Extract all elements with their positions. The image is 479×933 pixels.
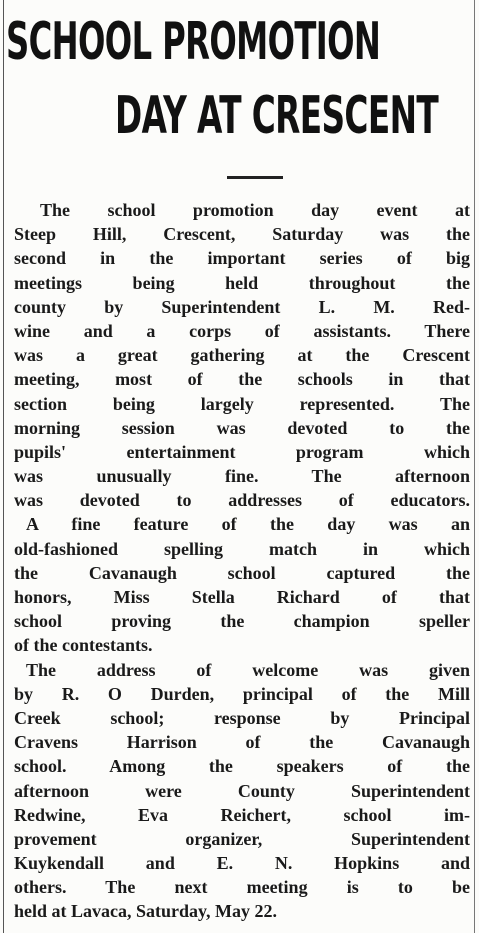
article-line: section being largely represented. The bbox=[14, 393, 470, 414]
headline-divider bbox=[227, 176, 283, 179]
article-line: pupils' entertainment program which bbox=[14, 441, 470, 462]
article-line: The address of welcome was given bbox=[26, 659, 470, 680]
article-line: the Cavanaugh school captured the bbox=[14, 562, 470, 583]
column-rule-right bbox=[474, 0, 475, 933]
article-line: provement organizer, Superintendent bbox=[14, 828, 470, 849]
article-line: morning session was devoted to the bbox=[14, 417, 470, 438]
headline-line-1: SCHOOL PROMOTION bbox=[6, 12, 381, 72]
headline-line-2: DAY AT CRESCENT bbox=[115, 86, 439, 146]
article-line: was devoted to addresses of educators. bbox=[14, 490, 470, 511]
article-line: of the contestants. bbox=[14, 635, 153, 656]
article-line: school proving the champion speller bbox=[14, 611, 470, 632]
article-line: A fine feature of the day was an bbox=[26, 514, 470, 535]
article-line: Cravens Harrison of the Cavanaugh bbox=[14, 732, 470, 753]
article-line: held at Lavaca, Saturday, May 22. bbox=[14, 901, 278, 922]
article-line: county by Superintendent L. M. Red- bbox=[14, 296, 470, 317]
article-line: meetings being held throughout the bbox=[14, 272, 470, 293]
article-line: The school promotion day event at bbox=[40, 200, 470, 220]
article-line: Creek school; response by Principal bbox=[14, 707, 470, 728]
article-line: school. Among the speakers of the bbox=[14, 756, 470, 777]
article-line: Redwine, Eva Reichert, school im- bbox=[14, 804, 470, 825]
article-line: was unusually fine. The afternoon bbox=[14, 466, 470, 487]
article-body bbox=[14, 198, 470, 924]
article-line: Kuykendall and E. N. Hopkins and bbox=[14, 853, 470, 874]
article-line: Steep Hill, Crescent, Saturday was the bbox=[14, 224, 470, 245]
article-line: old-fashioned spelling match in which bbox=[14, 538, 470, 559]
article-line: wine and a corps of assistants. There bbox=[14, 320, 470, 341]
article-line: second in the important series of big bbox=[14, 248, 470, 269]
article-line: was a great gathering at the Crescent bbox=[14, 345, 470, 366]
column-rule-left bbox=[3, 0, 4, 933]
next-article-cut-off-edge bbox=[186, 925, 274, 933]
article-line: meeting, most of the schools in that bbox=[14, 369, 470, 390]
article-line: others. The next meeting is to be bbox=[14, 877, 470, 898]
article-line: honors, Miss Stella Richard of that bbox=[14, 587, 470, 607]
article-line: by R. O Durden, principal of the Mill bbox=[14, 683, 470, 704]
article-line: afternoon were County Superintendent bbox=[14, 780, 470, 801]
